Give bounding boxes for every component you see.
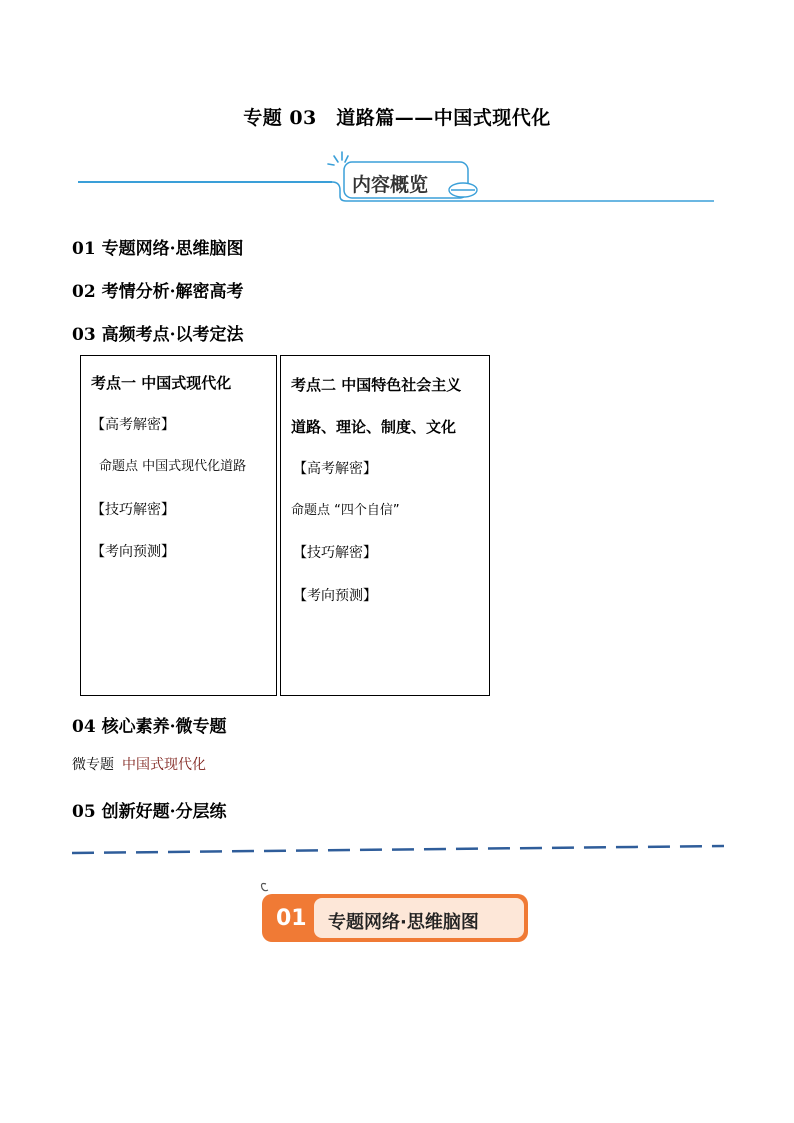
exam-point-2-title: 道路、理论、制度、文化: [291, 418, 457, 436]
exam-point-1-item: 【高考解密】: [91, 417, 175, 433]
exam-point-1-item: 【技巧解密】: [91, 502, 175, 518]
exam-point-2-title: 考点二 中国特色社会主义: [291, 376, 462, 394]
sparkle-icon: [328, 152, 348, 165]
exam-point-1-title: 考点一 中国式现代化: [91, 374, 232, 392]
exam-point-2-item: 【高考解密】: [293, 461, 377, 477]
exam-point-2-item: 【技巧解密】: [293, 545, 377, 561]
badge-number: 01: [276, 906, 307, 931]
curl-icon: [262, 884, 269, 891]
section-02: 02 考情分析·解密高考: [72, 282, 244, 302]
exam-point-2-topic: 命题点 “四个自信”: [291, 503, 400, 518]
content-overview-banner: [78, 146, 718, 206]
exam-point-1-item: 【考向预测】: [91, 544, 175, 560]
exam-point-1-topic: 命题点 中国式现代化道路: [99, 459, 247, 474]
page-title: 专题 03 道路篇——中国式现代化: [243, 107, 551, 129]
section-01-badge: [258, 880, 530, 946]
exam-point-1-box: [80, 355, 277, 696]
banner-label: 内容概览: [352, 174, 429, 196]
exam-point-2-item: 【考向预测】: [293, 588, 377, 604]
badge-label: 专题网络·思维脑图: [328, 912, 479, 933]
micro-topic-name: 中国式现代化: [122, 757, 206, 773]
exam-point-2-box: [280, 355, 490, 696]
section-04: 04 核心素养·微专题: [72, 717, 227, 737]
section-01: 01 专题网络·思维脑图: [72, 239, 244, 259]
micro-topic-label: 微专题: [72, 757, 114, 773]
section-03: 03 高频考点·以考定法: [72, 325, 244, 345]
micro-topic-line: [72, 754, 206, 774]
cloud-icon: [449, 183, 477, 197]
section-05: 05 创新好题·分层练: [72, 802, 227, 822]
dashed-divider: [72, 840, 724, 856]
